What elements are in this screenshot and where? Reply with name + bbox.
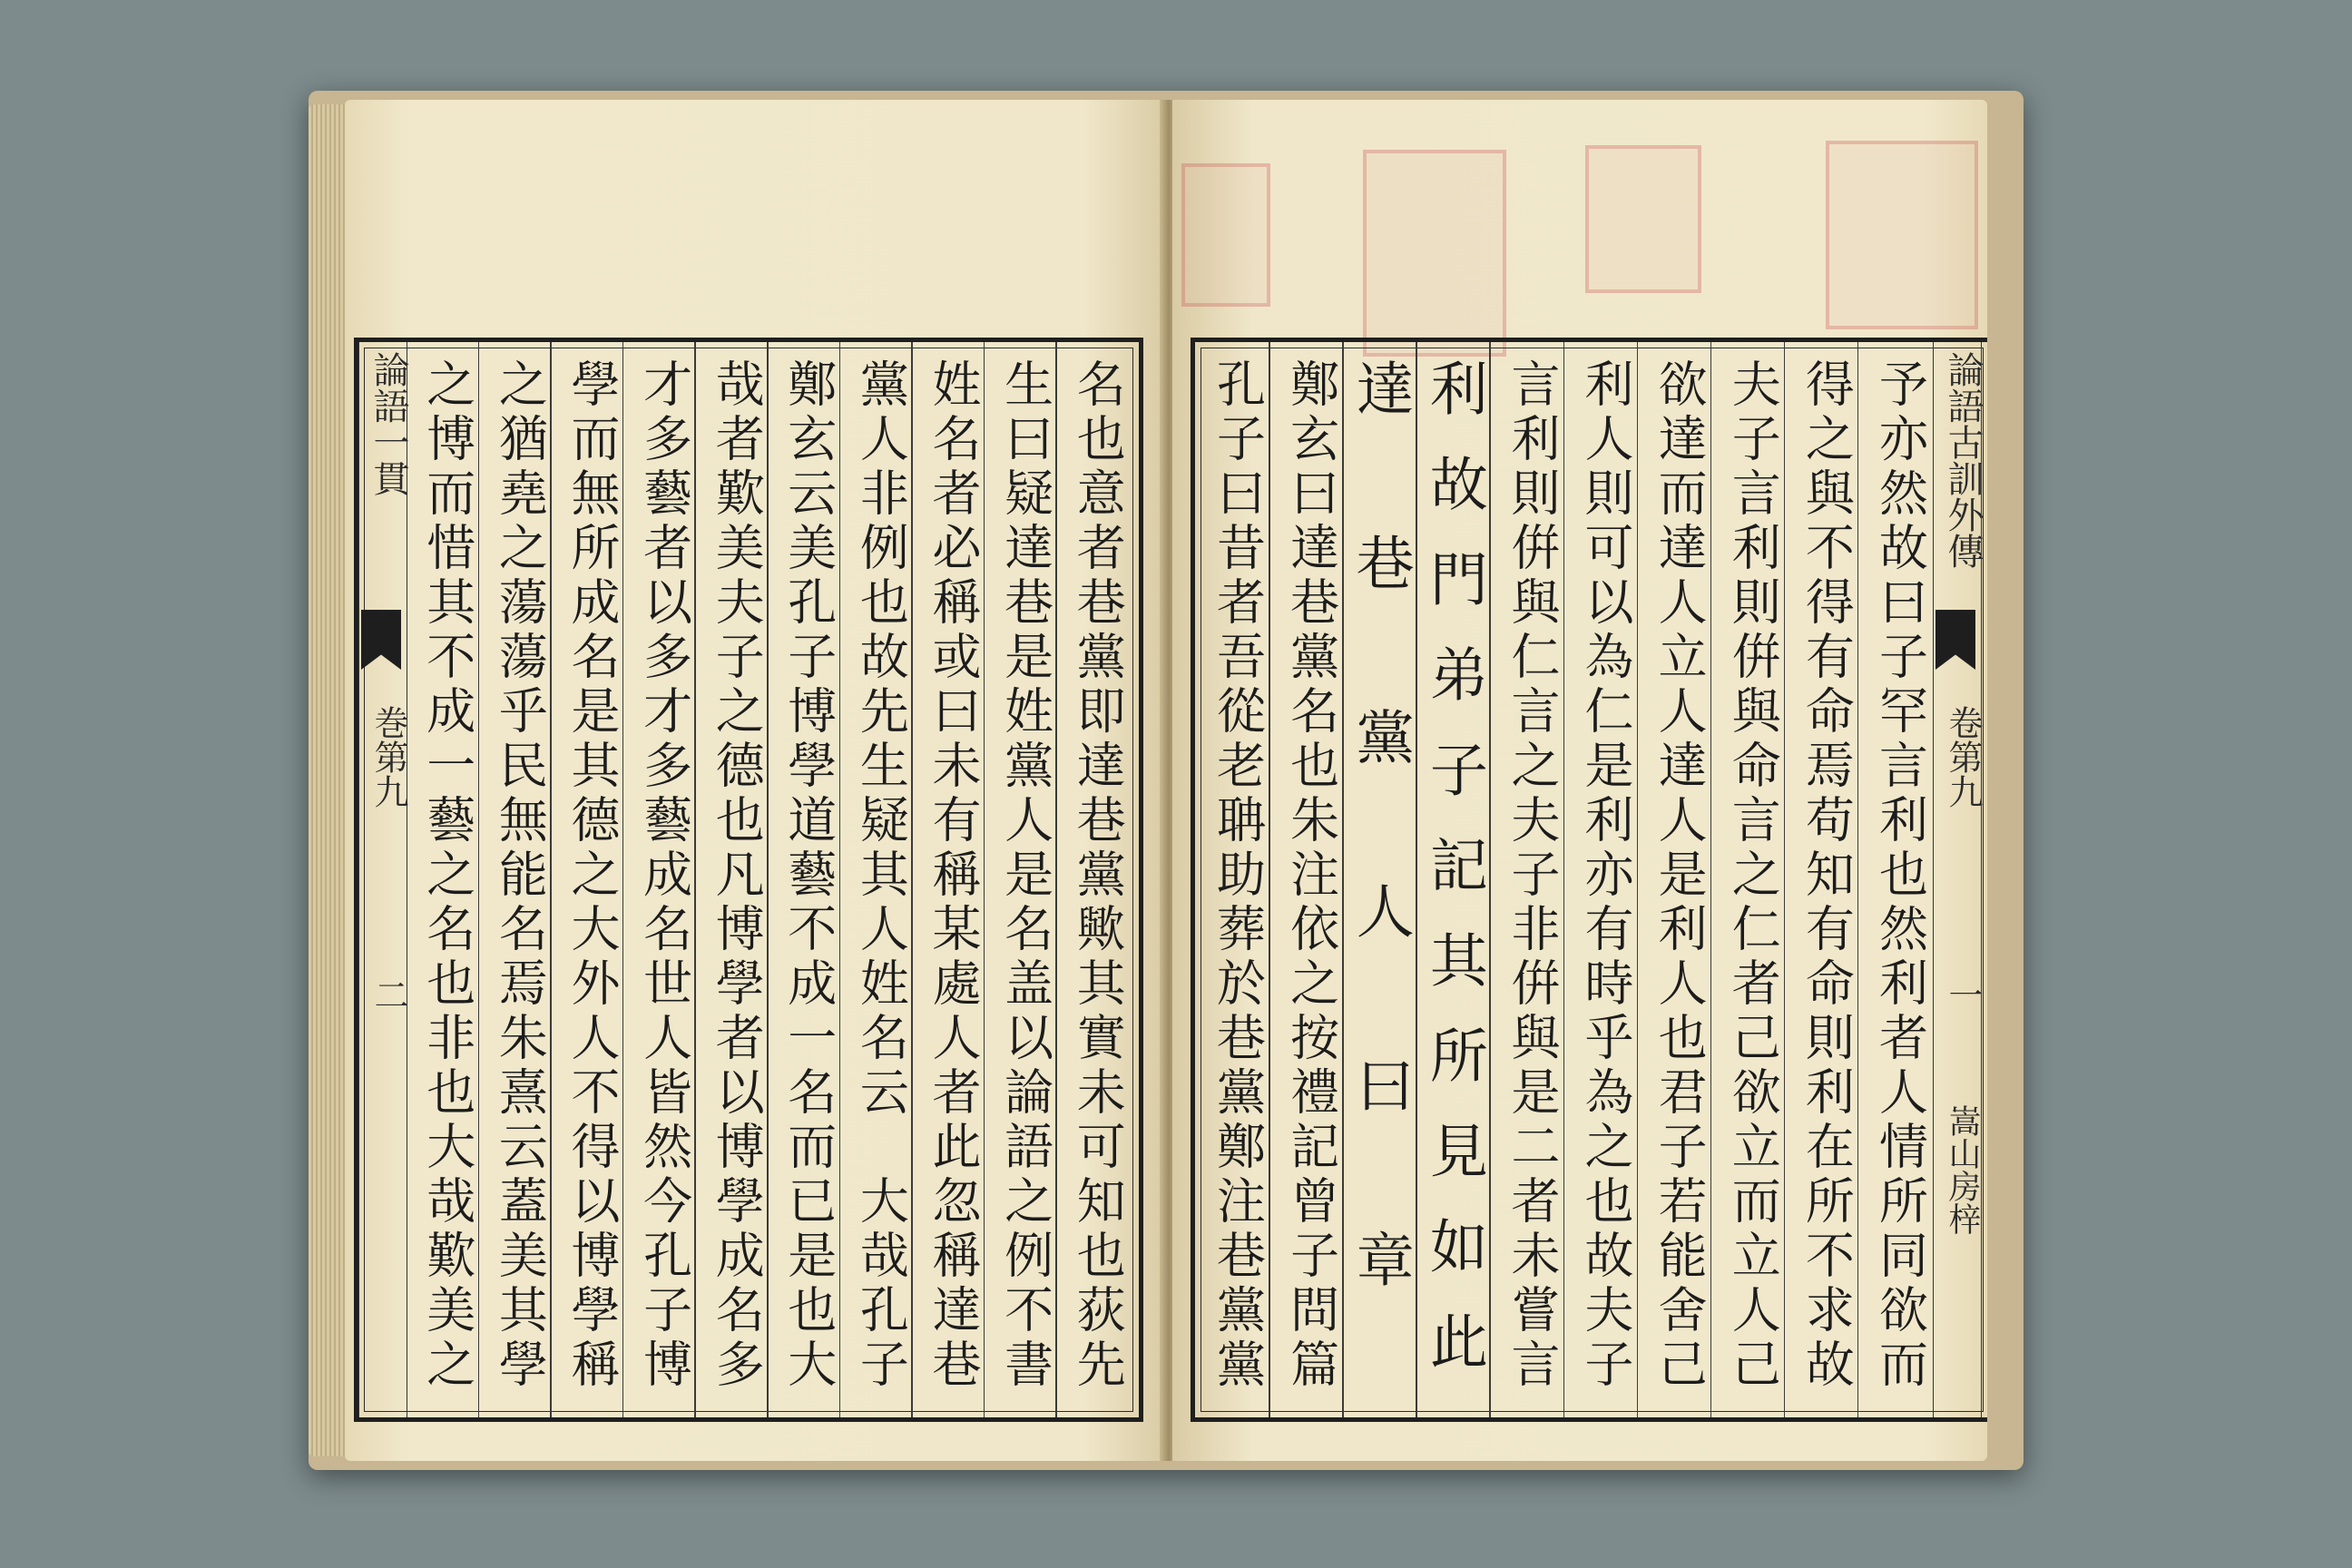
center-page-number: 二 [368,977,408,1012]
column-rule [1637,342,1639,1417]
column-rule [1269,342,1270,1417]
collector-seal-1 [1181,163,1270,307]
text-column: 黨人非例也故先生疑其人姓名云 大哉孔子 [852,358,910,1393]
column-rule [1055,342,1057,1417]
page-center-column [1933,342,1982,1417]
text-column: 名也意者巷黨即達巷黨歟其實未可知也荻先 [1069,358,1127,1393]
left-page [345,100,1166,1461]
text-column: 夫子言利則倂與命言之仁者己欲立而立人己 [1724,358,1782,1393]
page-center-column [358,342,407,1417]
column-rule [478,342,480,1417]
center-page-number: 一 [1943,977,1983,1012]
column-rule [694,342,696,1417]
column-rule [984,342,985,1417]
center-title: 論語古訓外傳 [1942,351,1984,569]
text-column: 利人則可以為仁是利亦有時乎為之也故夫子 [1577,358,1635,1393]
column-rule [1563,342,1565,1417]
text-column: 得之與不得有命焉苟知有命則利在所不求故 [1798,358,1856,1393]
open-book [309,91,2024,1470]
text-column: 哉者歎美夫子之德也凡博學者以博學成名多 [708,358,766,1393]
text-column: 予亦然故曰子罕言利也然利者人情所同欲而 [1871,358,1929,1393]
text-column: 之博而惜其不成一藝之名也非也大哉歎美之 [418,358,476,1393]
center-volume: 卷第九 [1943,705,1983,808]
left-text-frame [354,338,1143,1422]
column-rule [550,342,552,1417]
right-text-frame [1191,338,1987,1422]
text-column: 孔子曰昔者吾從老聃助葬於巷黨鄭注巷黨黨 [1209,358,1267,1393]
text-column: 才多藝者以多才多藝成名世人皆然今孔子博 [635,358,693,1393]
center-title: 論語一貫 [368,351,409,496]
right-page [1172,100,1987,1461]
fishtail-mark [361,610,401,670]
collector-seal-4 [1826,141,1978,329]
column-rule [911,342,913,1417]
column-rule [1416,342,1417,1417]
page-edges [309,104,345,1456]
column-rule [1342,342,1344,1417]
text-column: 達巷黨人曰章 [1346,358,1414,1404]
text-column: 之猶堯之蕩蕩乎民無能名焉朱熹云蓋美其學 [491,358,549,1393]
column-rule [622,342,624,1417]
collector-seal-2 [1363,150,1506,357]
column-rule [1784,342,1786,1417]
text-column: 言利則倂與仁言之夫子非倂與是二者未嘗言 [1503,358,1561,1393]
center-volume: 巻第九 [368,705,408,808]
text-column: 利故門弟子記其所見如此 [1419,358,1487,1406]
column-rule [767,342,769,1417]
text-column: 鄭玄云美孔子博學道藝不成一名而已是也大 [779,358,838,1393]
column-rule [1857,342,1859,1417]
fishtail-mark [1936,610,1975,670]
text-column: 姓名者必稱或曰未有稱某處人者此忽稱達巷 [925,358,982,1393]
center-imprint: 嵩山房梓 [1944,1104,1981,1235]
text-column: 學而無所成名是其德之大外人不得以博學稱 [564,358,621,1393]
text-column: 欲達而達人立人達人是利人也君子若能舍己 [1651,358,1709,1393]
column-rule [1710,342,1712,1417]
column-rule [1489,342,1491,1417]
text-column: 生曰疑達巷是姓黨人是名盖以論語之例不書 [996,358,1054,1393]
text-column: 鄭玄曰達巷黨名也朱注依之按禮記曾子問篇 [1282,358,1340,1393]
column-rule [839,342,841,1417]
collector-seal-3 [1585,145,1701,293]
